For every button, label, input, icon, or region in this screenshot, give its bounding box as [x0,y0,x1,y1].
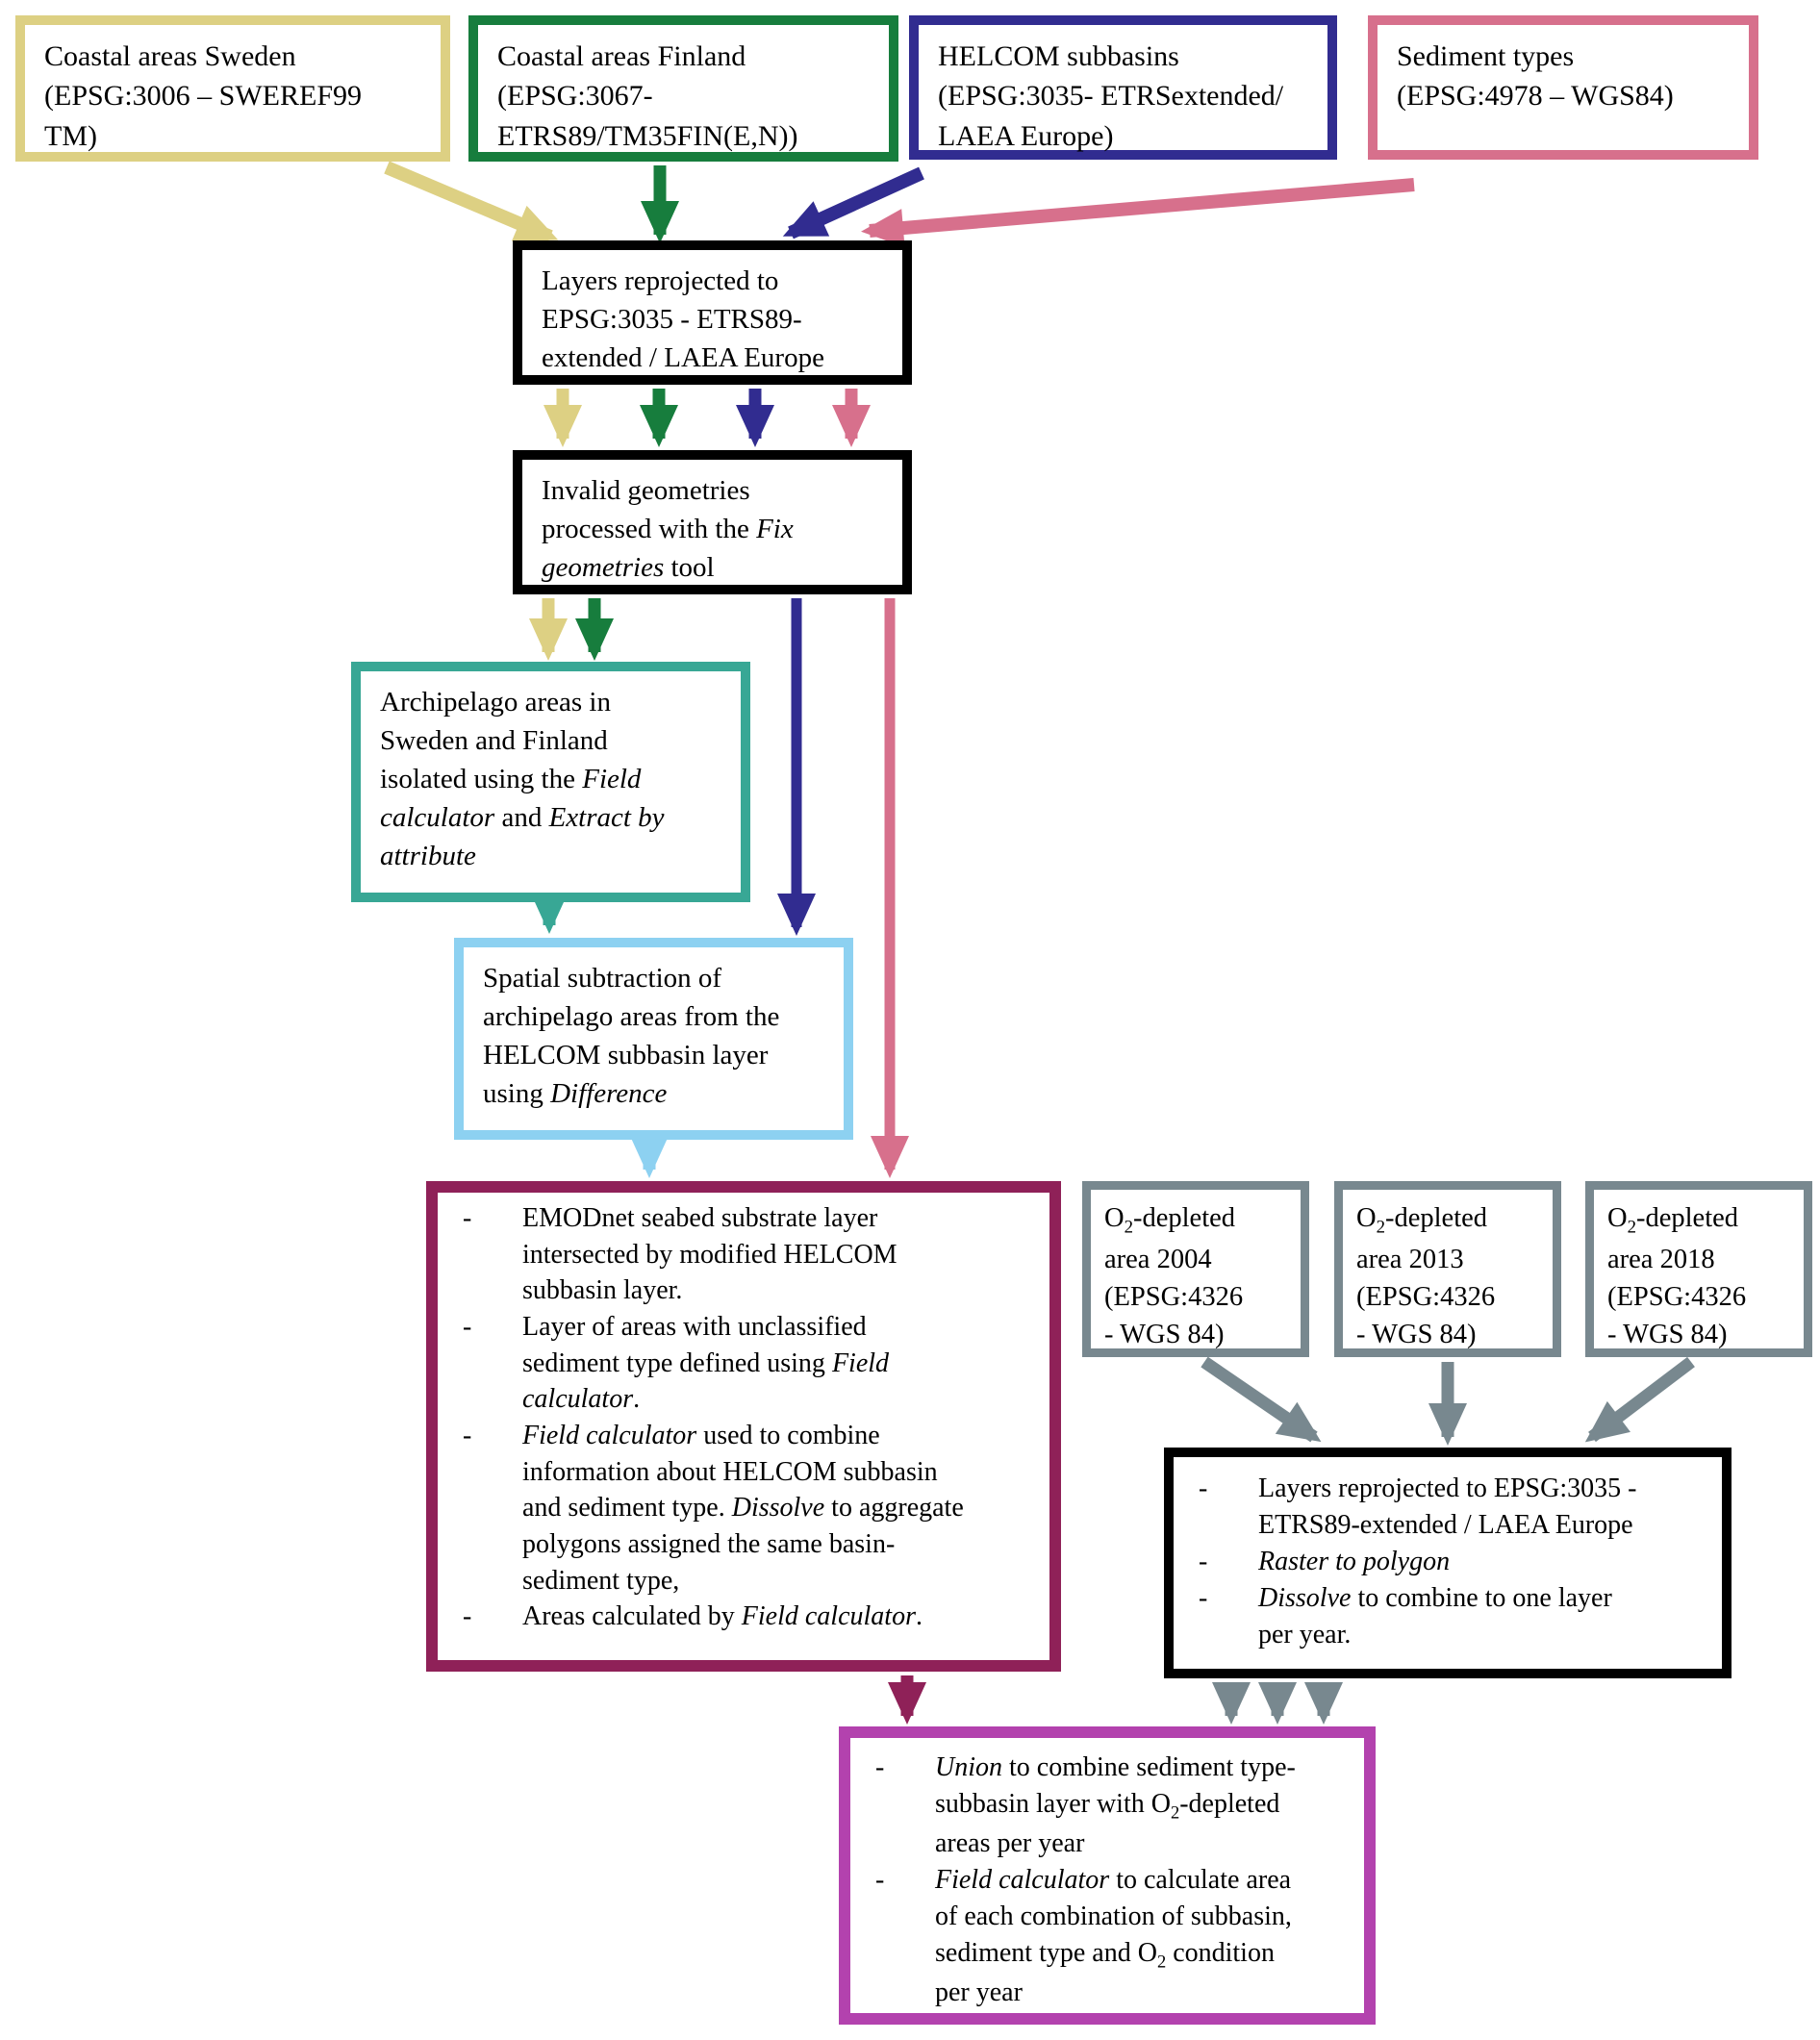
node-difference-text: Spatial subtraction of archipelago areas from the HELCOM subbasin layer using Difference [483,963,780,1110]
bullet-marker: - [463,1311,472,1342]
list-item [1199,1544,1708,1580]
node-sediment-types-text: Sediment types (EPSG:4978 – WGS84) [1397,40,1674,113]
node-o2-depleted-2018 [1585,1181,1812,1357]
node-coastal-finland [468,15,898,162]
arrow-helcom-to-reproject [791,173,922,233]
list-item [1199,1580,1708,1653]
list-item [463,1309,1036,1418]
node-o2-depleted-2013-text: $O_2$-depleted area 2013 (EPSG:4326 - WGS 84) [1356,1203,1496,1350]
list-item-text: Union to combine sediment type- subbasin layer with $O_2$-depleted areas per year [935,1752,1296,1858]
list-item-text: Field calculator used to combine information about HELCOM subbasin and sediment type. Dissolve to aggregate polygons assigned the same basin- sediment type, [522,1420,964,1596]
arrow-o2-2018-to-processing [1592,1362,1691,1437]
list-item-text: Field calculator to calculate area of each combination of subbasin, sediment type and $O_2$ condition per year [935,1864,1292,2007]
node-fix-geometries-text: Invalid geometries processed with the Fix geometries tool [542,475,794,584]
node-o2-processing [1164,1448,1732,1678]
list-item-text: Layer of areas with unclassified sediment type defined using Field calculator. [522,1311,890,1415]
node-difference [454,938,853,1140]
node-o2-depleted-2004-text: $O_2$-depleted area 2004 (EPSG:4326 - WGS 84) [1104,1203,1244,1350]
list-item [463,1418,1036,1599]
bullet-marker: - [875,1752,885,1782]
list-item [463,1599,1036,1635]
arrow-sediment-to-reproject [870,185,1414,231]
node-coastal-sweden [15,15,450,162]
node-helcom-subbasins-text: HELCOM subbasins (EPSG:3035- ETRSextended/ LAEA Europe) [938,40,1284,152]
node-reproject [513,240,912,385]
list-item [875,1862,1352,2011]
node-sediment-types [1368,15,1758,160]
bullet-marker: - [875,1864,885,1895]
list-item [1199,1471,1708,1544]
list-item [875,1750,1352,1862]
bullet-marker: - [463,1420,472,1450]
node-o2-depleted-2013 [1334,1181,1561,1357]
node-coastal-finland-text: Coastal areas Finland (EPSG:3067- ETRS89/TM35FIN(E,N)) [497,40,798,152]
bullet-marker: - [463,1203,472,1233]
list-item-text: Dissolve to combine to one layer per year. [1258,1583,1612,1650]
bullet-marker: - [463,1601,472,1632]
node-o2-depleted-2004 [1082,1181,1309,1357]
node-fix-geometries [513,450,912,594]
bullet-marker: - [1199,1547,1208,1577]
list-item-text: Raster to polygon [1258,1547,1451,1577]
node-union-final [839,1726,1376,2025]
arrow-sweden-to-reproject [387,167,550,237]
node-reproject-text: Layers reprojected to EPSG:3035 - ETRS89- extended / LAEA Europe [542,265,824,374]
arrow-o2-2004-to-processing [1204,1362,1314,1437]
list-item-text: Areas calculated by Field calculator. [522,1601,923,1632]
bullet-marker: - [1199,1473,1208,1503]
bullet-marker: - [1199,1583,1208,1614]
node-coastal-sweden-text: Coastal areas Sweden (EPSG:3006 – SWEREF99 TM) [44,40,363,152]
list-item [463,1200,1036,1309]
node-sediment-processing [426,1181,1061,1672]
node-archipelago-text: Archipelago areas in Sweden and Finland isolated using the Field calculator and Extract by attribute [380,687,665,872]
list-item-text: Layers reprojected to EPSG:3035 - ETRS89-extended / LAEA Europe [1258,1473,1637,1541]
node-archipelago [351,662,750,902]
node-helcom-subbasins [909,15,1337,160]
node-o2-depleted-2018-text: $O_2$-depleted area 2018 (EPSG:4326 - WGS 84) [1607,1203,1747,1350]
list-item-text: EMODnet seabed substrate layer intersected by modified HELCOM subbasin layer. [522,1203,897,1306]
